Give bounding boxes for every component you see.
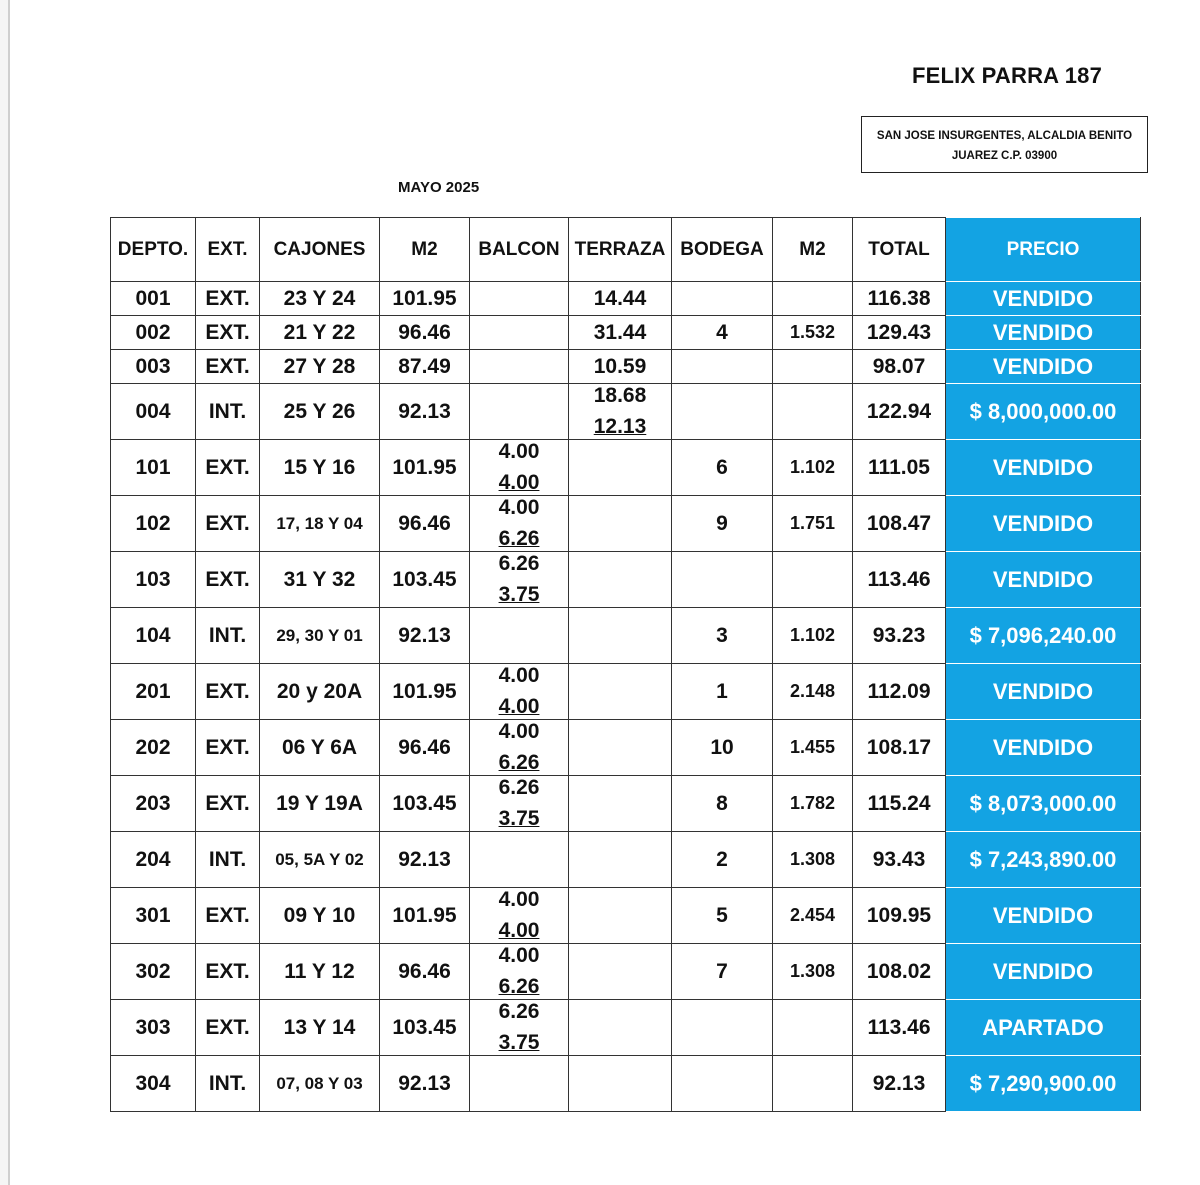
cell-cajones: 13 Y 14 (260, 1000, 380, 1056)
table-row (111, 888, 1141, 944)
cell-cajones: 27 Y 28 (260, 350, 380, 384)
cell-m2-bodega (773, 350, 853, 384)
cell-total: 115.24 (853, 776, 946, 832)
cell-bodega: 2 (672, 832, 773, 888)
cell-total: 108.02 (853, 944, 946, 1000)
cell-terraza (569, 552, 672, 608)
cell-total: 93.23 (853, 608, 946, 664)
cell-terraza (569, 888, 672, 944)
cell-cajones: 11 Y 12 (260, 944, 380, 1000)
table-row (111, 350, 1141, 384)
cell-depto: 102 (111, 496, 196, 552)
cell-balcon-value: 4.00 (498, 919, 540, 942)
cell-ext: INT. (196, 1056, 260, 1112)
cell-m2: 87.49 (380, 350, 470, 384)
cell-balcon-value: 3.75 (498, 583, 540, 606)
cell-m2: 103.45 (380, 552, 470, 608)
cell-precio: VENDIDO (946, 316, 1141, 350)
cell-bodega: 3 (672, 608, 773, 664)
cell-depto: 303 (111, 1000, 196, 1056)
cell-ext: EXT. (196, 720, 260, 776)
cell-m2: 103.45 (380, 776, 470, 832)
cell-ext: EXT. (196, 440, 260, 496)
cell-total: 98.07 (853, 350, 946, 384)
cell-depto: 104 (111, 608, 196, 664)
cell-precio: VENDIDO (946, 440, 1141, 496)
cell-terraza (569, 440, 672, 496)
cell-terraza (569, 1000, 672, 1056)
cell-depto: 004 (111, 384, 196, 440)
cell-precio: $ 7,096,240.00 (946, 608, 1141, 664)
price-table (110, 217, 1141, 1112)
cell-total: 122.94 (853, 384, 946, 440)
cell-balcon (470, 496, 569, 552)
col-header-m2: M2 (380, 218, 470, 282)
cell-depto: 101 (111, 440, 196, 496)
cell-cajones: 25 Y 26 (260, 384, 380, 440)
cell-bodega: 1 (672, 664, 773, 720)
document-title: FELIX PARRA 187 (912, 63, 1103, 88)
cell-balcon-value: 4.00 (498, 496, 540, 519)
table-row (111, 316, 1141, 350)
cell-m2-bodega (773, 552, 853, 608)
table-row (111, 664, 1141, 720)
cell-depto: 301 (111, 888, 196, 944)
cell-balcon-value: 6.26 (498, 751, 540, 774)
table-row (111, 944, 1141, 1000)
cell-balcon-value: 4.00 (498, 695, 540, 718)
cell-m2-bodega: 2.148 (773, 664, 853, 720)
cell-cajones: 06 Y 6A (260, 720, 380, 776)
cell-balcon-value: 4.00 (498, 944, 540, 967)
cell-m2: 96.46 (380, 496, 470, 552)
cell-total: 111.05 (853, 440, 946, 496)
cell-depto: 002 (111, 316, 196, 350)
cell-bodega (672, 350, 773, 384)
cell-terraza-value: 12.13 (593, 415, 647, 438)
cell-ext: EXT. (196, 1000, 260, 1056)
cell-bodega: 10 (672, 720, 773, 776)
cell-cajones: 23 Y 24 (260, 282, 380, 316)
cell-terraza (569, 1056, 672, 1112)
cell-balcon (470, 282, 569, 316)
cell-bodega (672, 384, 773, 440)
cell-m2: 92.13 (380, 384, 470, 440)
cell-depto: 003 (111, 350, 196, 384)
cell-m2-bodega: 1.751 (773, 496, 853, 552)
cell-cajones: 17, 18 Y 04 (260, 496, 380, 552)
cell-balcon (470, 720, 569, 776)
cell-balcon-value: 6.26 (498, 776, 540, 799)
cell-balcon (470, 1000, 569, 1056)
cell-balcon-value: 4.00 (498, 720, 540, 743)
cell-balcon (470, 552, 569, 608)
cell-balcon-value: 4.00 (498, 664, 540, 687)
cell-terraza (569, 720, 672, 776)
cell-m2: 96.46 (380, 944, 470, 1000)
cell-precio: VENDIDO (946, 350, 1141, 384)
cell-cajones: 15 Y 16 (260, 440, 380, 496)
cell-cajones: 09 Y 10 (260, 888, 380, 944)
col-header-precio: PRECIO (946, 218, 1141, 282)
cell-terraza (569, 496, 672, 552)
cell-total: 113.46 (853, 1000, 946, 1056)
address-box (861, 116, 1148, 173)
cell-ext: EXT. (196, 350, 260, 384)
cell-balcon-value: 6.26 (498, 1000, 540, 1023)
address-line-2: JUAREZ C.P. 03900 (951, 150, 1058, 162)
cell-precio: $ 7,243,890.00 (946, 832, 1141, 888)
cell-terraza: 31.44 (569, 316, 672, 350)
cell-precio: VENDIDO (946, 282, 1141, 316)
cell-bodega (672, 552, 773, 608)
cell-m2-bodega: 1.782 (773, 776, 853, 832)
cell-balcon-value: 4.00 (498, 888, 540, 911)
cell-terraza: 10.59 (569, 350, 672, 384)
table-row (111, 720, 1141, 776)
cell-m2: 96.46 (380, 720, 470, 776)
cell-balcon (470, 316, 569, 350)
cell-precio: VENDIDO (946, 664, 1141, 720)
cell-balcon (470, 888, 569, 944)
cell-m2-bodega: 1.455 (773, 720, 853, 776)
cell-cajones: 29, 30 Y 01 (260, 608, 380, 664)
table-row (111, 384, 1141, 440)
cell-precio: APARTADO (946, 1000, 1141, 1056)
cell-bodega (672, 282, 773, 316)
cell-balcon-value: 6.26 (498, 975, 540, 998)
cell-ext: INT. (196, 608, 260, 664)
cell-precio: VENDIDO (946, 888, 1141, 944)
cell-depto: 202 (111, 720, 196, 776)
table-row (111, 1056, 1141, 1112)
cell-terraza (569, 384, 672, 440)
cell-cajones: 20 y 20A (260, 664, 380, 720)
cell-m2: 101.95 (380, 888, 470, 944)
cell-balcon-value: 3.75 (498, 1031, 540, 1054)
cell-depto: 203 (111, 776, 196, 832)
cell-m2: 103.45 (380, 1000, 470, 1056)
cell-ext: INT. (196, 384, 260, 440)
cell-cajones: 05, 5A Y 02 (260, 832, 380, 888)
cell-balcon (470, 608, 569, 664)
cell-precio: $ 8,000,000.00 (946, 384, 1141, 440)
cell-balcon-value: 6.26 (498, 552, 540, 575)
col-header-terraza: TERRAZA (569, 218, 672, 282)
cell-bodega (672, 1000, 773, 1056)
cell-balcon (470, 1056, 569, 1112)
cell-ext: EXT. (196, 944, 260, 1000)
cell-total: 108.17 (853, 720, 946, 776)
cell-bodega (672, 1056, 773, 1112)
cell-depto: 201 (111, 664, 196, 720)
cell-ext: EXT. (196, 316, 260, 350)
cell-ext: EXT. (196, 496, 260, 552)
cell-precio: $ 7,290,900.00 (946, 1056, 1141, 1112)
cell-total: 92.13 (853, 1056, 946, 1112)
cell-cajones: 21 Y 22 (260, 316, 380, 350)
document-date: MAYO 2025 (398, 179, 480, 196)
cell-m2-bodega (773, 282, 853, 316)
cell-total: 108.47 (853, 496, 946, 552)
cell-ext: EXT. (196, 282, 260, 316)
cell-cajones: 19 Y 19A (260, 776, 380, 832)
col-header-balcon: BALCON (470, 218, 569, 282)
cell-cajones: 07, 08 Y 03 (260, 1056, 380, 1112)
cell-terraza (569, 944, 672, 1000)
cell-m2: 92.13 (380, 1056, 470, 1112)
cell-precio: VENDIDO (946, 552, 1141, 608)
cell-total: 112.09 (853, 664, 946, 720)
table-row (111, 776, 1141, 832)
cell-m2-bodega: 2.454 (773, 888, 853, 944)
cell-bodega: 8 (672, 776, 773, 832)
cell-balcon-value: 3.75 (498, 807, 540, 830)
cell-balcon (470, 832, 569, 888)
cell-bodega: 4 (672, 316, 773, 350)
cell-balcon (470, 350, 569, 384)
cell-balcon (470, 440, 569, 496)
cell-m2-bodega: 1.308 (773, 944, 853, 1000)
cell-terraza-value: 18.68 (593, 384, 647, 407)
cell-total: 113.46 (853, 552, 946, 608)
cell-ext: INT. (196, 832, 260, 888)
cell-cajones: 31 Y 32 (260, 552, 380, 608)
cell-total: 116.38 (853, 282, 946, 316)
cell-m2: 101.95 (380, 282, 470, 316)
cell-bodega: 5 (672, 888, 773, 944)
table-body (111, 282, 1141, 1112)
cell-depto: 304 (111, 1056, 196, 1112)
cell-total: 109.95 (853, 888, 946, 944)
cell-bodega: 9 (672, 496, 773, 552)
cell-total: 93.43 (853, 832, 946, 888)
cell-balcon-value: 4.00 (498, 440, 540, 463)
cell-depto: 103 (111, 552, 196, 608)
cell-terraza (569, 664, 672, 720)
cell-terraza (569, 776, 672, 832)
cell-terraza: 14.44 (569, 282, 672, 316)
cell-m2: 92.13 (380, 608, 470, 664)
cell-ext: EXT. (196, 888, 260, 944)
cell-precio: VENDIDO (946, 720, 1141, 776)
cell-bodega: 7 (672, 944, 773, 1000)
cell-balcon-value: 6.26 (498, 527, 540, 550)
cell-m2: 101.95 (380, 664, 470, 720)
table-row (111, 496, 1141, 552)
cell-m2-bodega: 1.308 (773, 832, 853, 888)
table-row (111, 1000, 1141, 1056)
cell-m2-bodega: 1.102 (773, 440, 853, 496)
cell-m2-bodega: 1.532 (773, 316, 853, 350)
col-header-m2-bodega: M2 (773, 218, 853, 282)
cell-balcon (470, 664, 569, 720)
cell-depto: 001 (111, 282, 196, 316)
cell-precio: $ 8,073,000.00 (946, 776, 1141, 832)
table-header-row (111, 218, 1141, 282)
cell-ext: EXT. (196, 776, 260, 832)
cell-precio: VENDIDO (946, 496, 1141, 552)
cell-terraza (569, 832, 672, 888)
col-header-total: TOTAL (853, 218, 946, 282)
address-line-1: SAN JOSE INSURGENTES, ALCALDIA BENITO (876, 130, 1133, 142)
cell-terraza (569, 608, 672, 664)
cell-depto: 204 (111, 832, 196, 888)
cell-balcon-value: 4.00 (498, 471, 540, 494)
cell-m2-bodega (773, 1000, 853, 1056)
cell-m2: 101.95 (380, 440, 470, 496)
col-header-cajones: CAJONES (260, 218, 380, 282)
cell-balcon (470, 384, 569, 440)
col-header-bodega: BODEGA (672, 218, 773, 282)
cell-depto: 302 (111, 944, 196, 1000)
table-row (111, 282, 1141, 316)
cell-m2: 96.46 (380, 316, 470, 350)
table-row (111, 832, 1141, 888)
col-header-ext: EXT. (196, 218, 260, 282)
cell-bodega: 6 (672, 440, 773, 496)
cell-m2: 92.13 (380, 832, 470, 888)
col-header-depto: DEPTO. (111, 218, 196, 282)
cell-total: 129.43 (853, 316, 946, 350)
cell-precio: VENDIDO (946, 944, 1141, 1000)
cell-ext: EXT. (196, 552, 260, 608)
cell-m2-bodega (773, 384, 853, 440)
cell-m2-bodega (773, 1056, 853, 1112)
cell-balcon (470, 776, 569, 832)
cell-ext: EXT. (196, 664, 260, 720)
table-row (111, 552, 1141, 608)
cell-balcon (470, 944, 569, 1000)
cell-m2-bodega: 1.102 (773, 608, 853, 664)
table-row (111, 608, 1141, 664)
table-row (111, 440, 1141, 496)
